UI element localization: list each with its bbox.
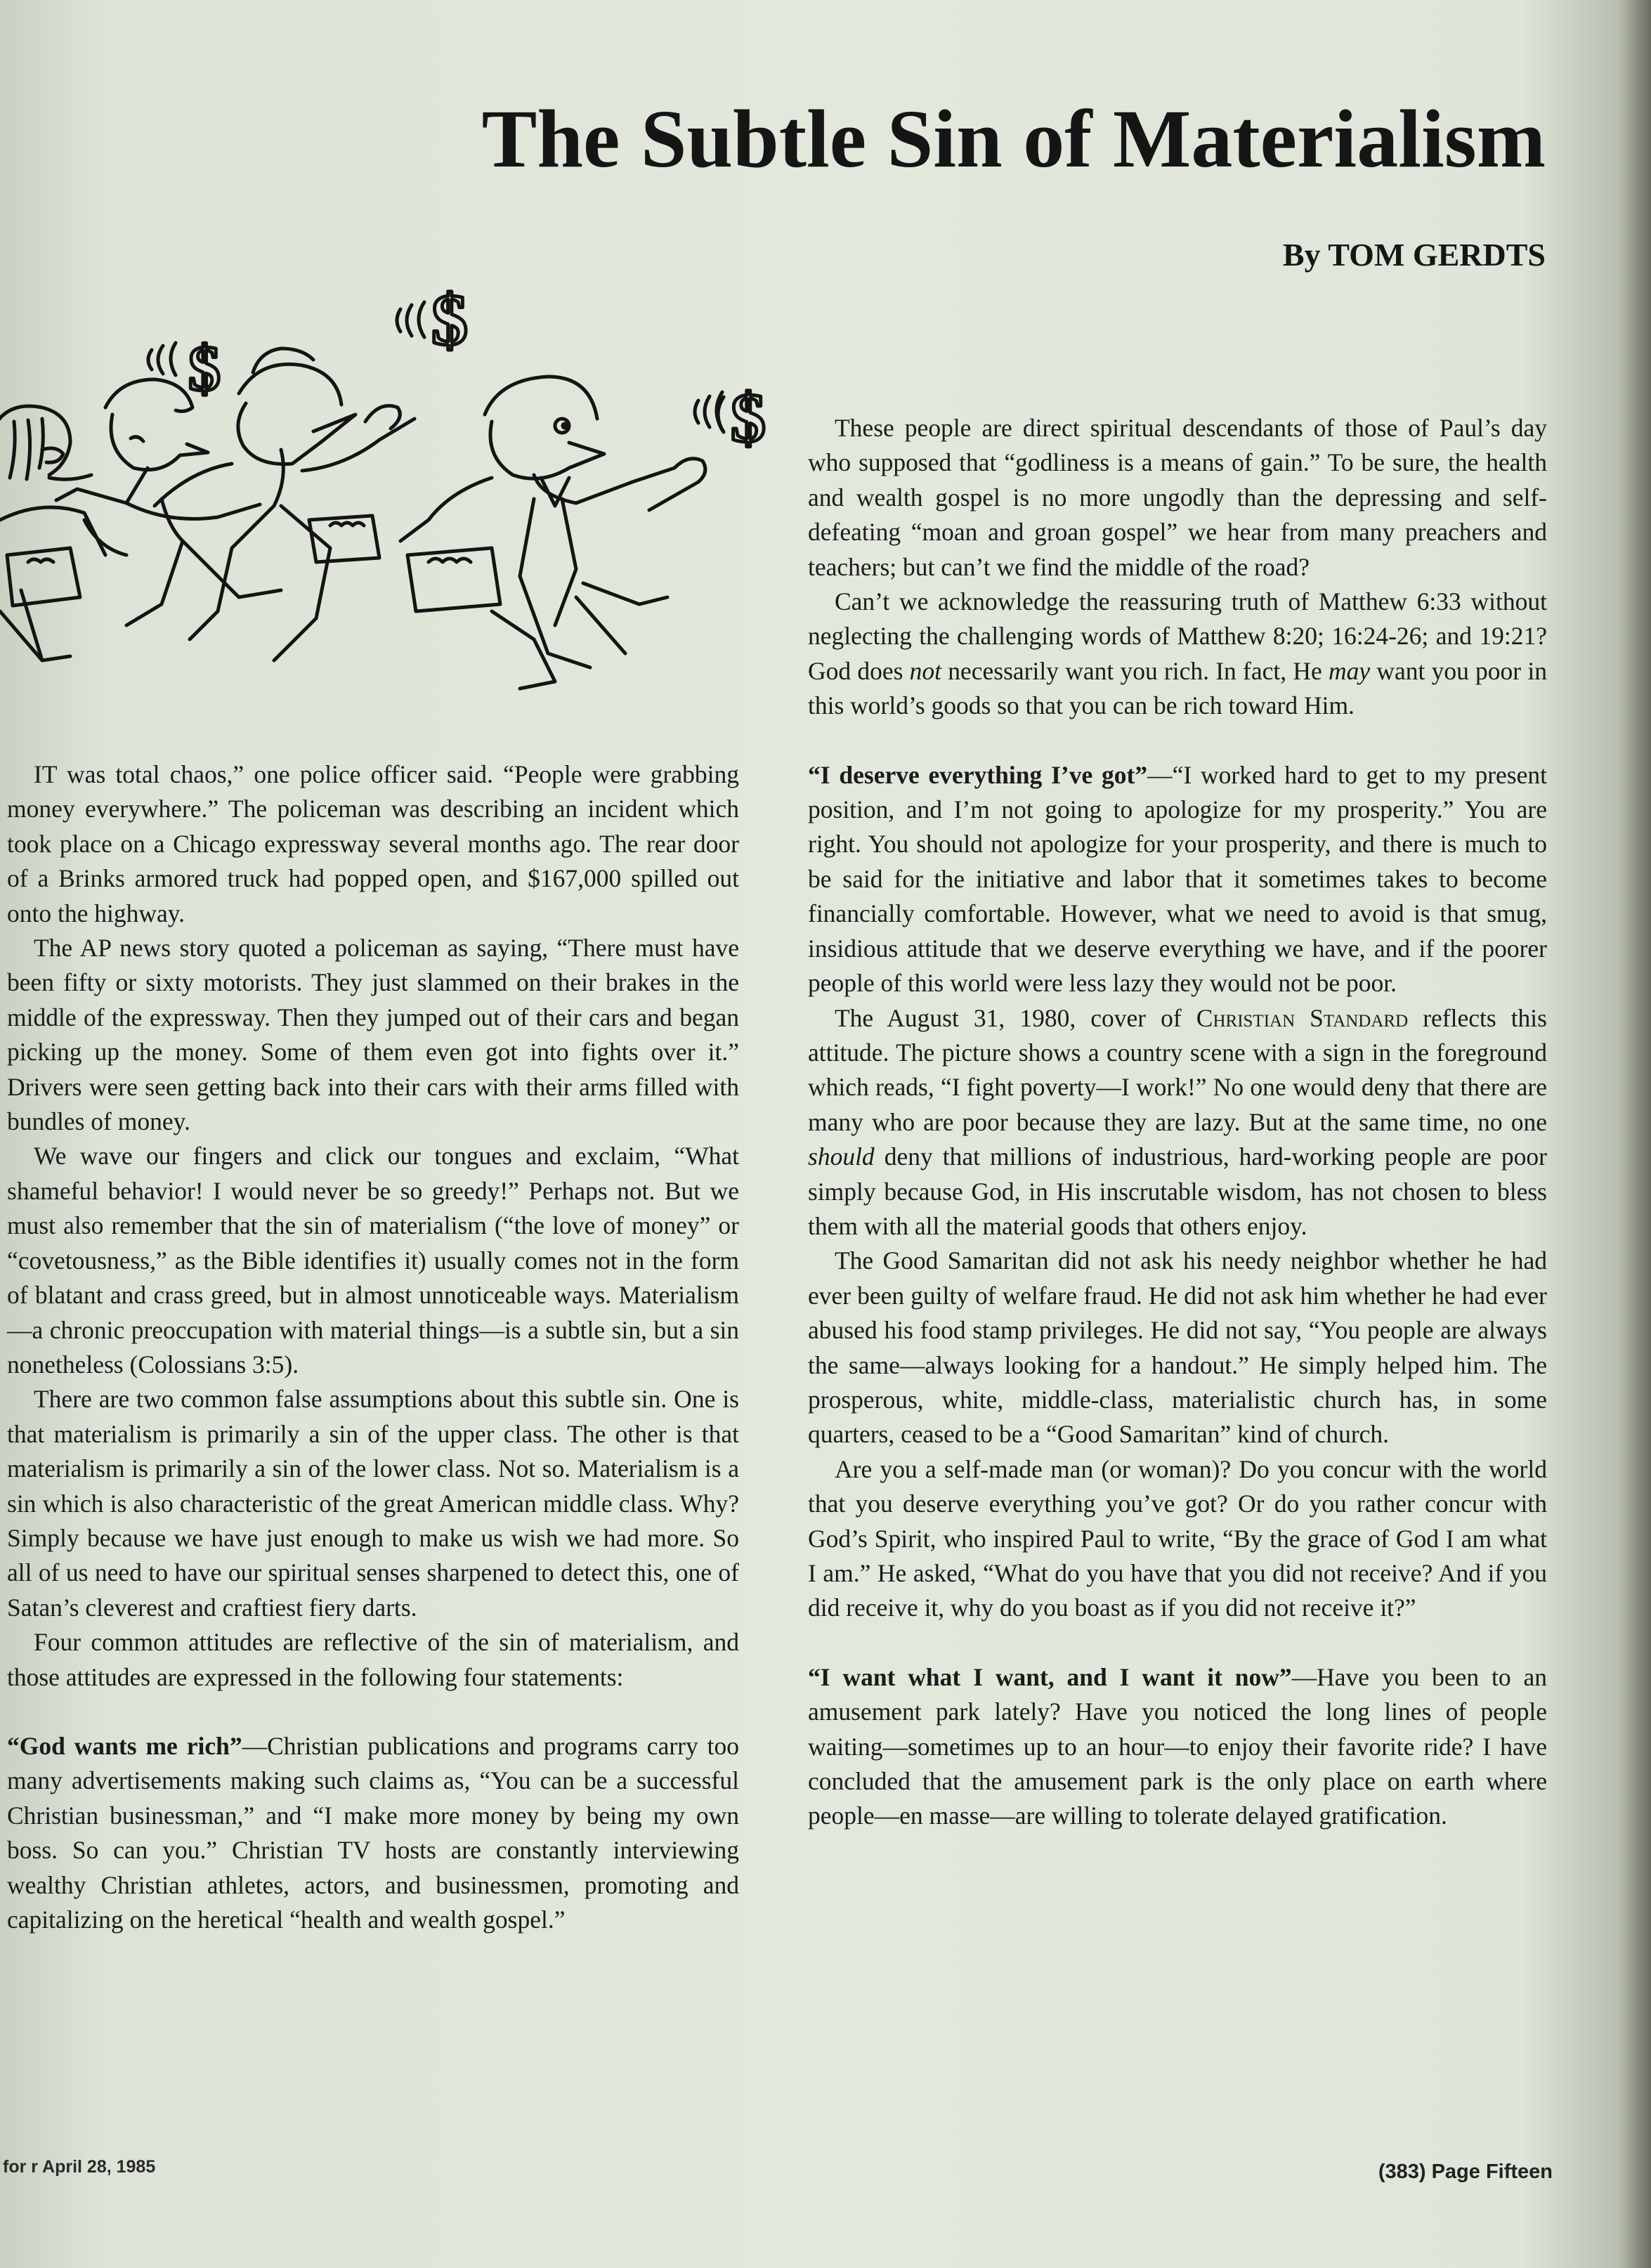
- section-paragraph: [7, 1729, 739, 1937]
- svg-text:$: $: [431, 280, 468, 360]
- right-column: [808, 411, 1547, 1834]
- article-title: The Subtle Sin of Materialism: [481, 93, 1546, 185]
- magazine-name: Christian Standard: [1196, 1003, 1409, 1032]
- body-paragraph: [808, 585, 1547, 724]
- byline: By TOM GERDTS: [1282, 237, 1546, 273]
- section-text: —Christian publications and programs carry too many advertisements making such claims as, “You can be a successful Christian businessman,” and “I make more money by being my own boss. So can you.” Christian TV hosts are constantly interviewing wealthy Christian athletes, actors, and businessmen, promoting and capitalizing on the heretical “health and wealth gospel.”: [7, 1731, 739, 1934]
- dollar-sign-icon: [148, 332, 246, 404]
- emphasis: not: [909, 656, 942, 685]
- text-span: want you poor in this world’s goods so that you can be rich toward Him.: [808, 656, 1547, 720]
- body-paragraph: We wave our fingers and click our tongues and exclaim, “What shameful behavior! I would never be so greedy!” Perhaps not. But we must also remember that the sin of materialism (“the love of money” or “covetousness,” as the Bible identifies it) usually comes not in the form of blatant and crass greed, but in almost unnoticeable ways. Materialism—a chronic preoccupation with material things—is a subtle sin, but a sin nonetheless (Colossians 3:5).: [7, 1142, 739, 1379]
- emphasis: should: [808, 1142, 875, 1171]
- dollar-sign-icon: [695, 379, 766, 457]
- section-paragraph: [808, 758, 1547, 1001]
- text-span: Can’t we acknowledge the reassuring truth of Matthew 6:33 without neglecting the challenging words of Matthew 8:20; 16:24-26; and 19:21? God does: [808, 587, 1547, 685]
- emphasis: may: [1328, 656, 1371, 685]
- section-text: —Have you been to an amusement park lately? Have you noticed the long lines of people waiting—sometimes up to an hour—to enjoy their favorite ride? I have concluded that the amusement park is the only place on earth where people—en masse—are willing to tolerate delayed gratification.: [808, 1662, 1547, 1830]
- cartoon-people-chasing-money-illustration: [0, 280, 766, 724]
- section-heading: “God wants me rich”: [7, 1731, 242, 1760]
- section-paragraph: [808, 1660, 1547, 1834]
- text-span: deny that millions of industrious, hard-working people are poor simply because God, in His inscrutable wisdom, has not chosen to bless them with all the material goods that others enjoy.: [808, 1142, 1547, 1240]
- body-paragraph: The AP news story quoted a policeman as saying, “There must have been fifty or sixty motorists. They just slammed on their brakes in the middle of the expressway. Then they jumped out of their cars and began picking up the money. Some of them even got into fights over it.” Drivers were seen getting back into their cars with their arms filled with bundles of money.: [7, 934, 739, 1136]
- body-paragraph: IT was total chaos,” one police officer said. “People were grabbing money everywhere.” The policeman was describing an incident which took place on a Chicago expressway several months ago. The rear door of a Brinks armored truck had popped open, and $167,000 spilled out onto the highway.: [7, 760, 739, 927]
- section-heading: “I deserve everything I’ve got”: [808, 760, 1148, 789]
- body-paragraph: These people are direct spiritual descendants of those of Paul’s day who supposed that “godliness is a means of gain.” To be sure, the health and wealth gospel is no more ungodly than the depressing and self-defeating “moan and groan gospel” we hear from many preachers and teachers; but can’t we find the middle of the road?: [808, 414, 1547, 581]
- footer-page-number: (383) Page Fifteen: [1378, 2161, 1553, 2183]
- text-span: reflects this attitude. The picture shows a country scene with a sign in the foreground which reads, “I fight poverty—I work!” No one would deny that there are many who are poor because they are lazy. But at the same time, no one: [808, 1003, 1547, 1136]
- text-span: The August 31, 1980, cover of: [835, 1003, 1196, 1032]
- body-paragraph: There are two common false assumptions about this subtle sin. One is that materialism is primarily a sin of the upper class. The other is that materialism is primarily a sin of the lower class. Not so. Materialism is a sin which is also characteristic of the great American middle class. Why? Simply because we have just enough to make us wish we had more. So all of us need to have our spiritual senses sharpened to detect this, one of Satan’s cleverest and craftiest fiery darts.: [7, 1385, 739, 1622]
- left-column: [7, 757, 739, 1937]
- svg-text:$: $: [731, 379, 766, 457]
- body-paragraph: Are you a self-made man (or woman)? Do you concur with the world that you deserve everything you’ve got? Or do you rather concur with God’s Spirit, who inspired Paul to write, “By the grace of God I am what I am.” He asked, “What do you have that you did not receive? And if you did receive it, why do you boast as if you did not receive it?”: [808, 1454, 1547, 1622]
- section-text: —“I worked hard to get to my present position, and I’m not going to apologize for my prosperity.” You are right. You should not apologize for your prosperity, and there is much to be said for the initiative and labor that it sometimes takes to become financially comfortable. However, what we need to avoid is that smug, insidious attitude that we deserve everything we have, and if the poorer people of this world were less lazy they would not be poor.: [808, 760, 1547, 998]
- body-paragraph: Four common attitudes are reflective of the sin of materialism, and those attitudes are expressed in the following four statements:: [7, 1628, 739, 1691]
- body-paragraph: [808, 1001, 1547, 1244]
- footer-date: for r April 28, 1985: [3, 2157, 156, 2177]
- body-paragraph: The Good Samaritan did not ask his needy neighbor whether he had ever been guilty of welfare fraud. He did not ask him whether he had ever abused his food stamp privileges. He did not say, “You people are always the same—always looking for a handout.” He simply helped him. The prosperous, white, middle-class, materialistic church has, in some quarters, ceased to be a “Good Samaritan” kind of church.: [808, 1246, 1547, 1449]
- text-span: necessarily want you rich. In fact, He: [941, 656, 1329, 685]
- section-heading: “I want what I want, and I want it now”: [808, 1662, 1292, 1691]
- dollar-sign-icon: [397, 280, 468, 360]
- svg-text:$: $: [188, 332, 221, 404]
